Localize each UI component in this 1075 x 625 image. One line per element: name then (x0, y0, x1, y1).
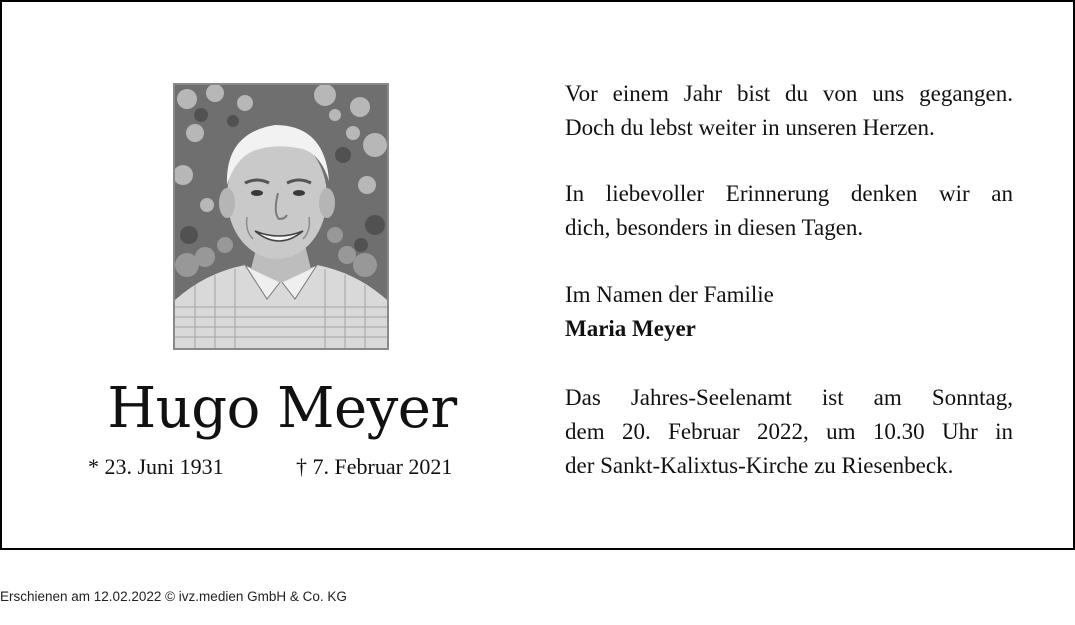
paragraph-2-line-1: In liebevoller Erinnerung denken wir an (565, 181, 1013, 206)
death-date: † 7. Februar 2021 (296, 454, 453, 479)
family-signature (565, 278, 1013, 346)
service-line-3: der Sankt-Kalixtus-Kirche zu Riesenbeck. (565, 453, 954, 478)
memorial-service-info (565, 381, 1013, 483)
service-line-1: Das Jahres-Seelenamt ist am Sonntag, (565, 385, 1013, 410)
deceased-name: Hugo Meyer (107, 376, 457, 441)
family-name: Maria Meyer (565, 316, 696, 341)
portrait-image (175, 85, 387, 348)
family-intro: Im Namen der Familie (565, 282, 774, 307)
birth-date: * 23. Juni 1931 (88, 454, 224, 479)
memorial-paragraph-1 (565, 77, 1013, 145)
portrait-photo (173, 83, 389, 350)
paragraph-2-line-2: dich, besonders in diesen Tagen. (565, 215, 864, 240)
paragraph-1-line-2: Doch du lebst weiter in unseren Herzen. (565, 115, 935, 140)
publication-note: Erschienen am 12.02.2022 © ivz.medien GmbH & Co. KG (0, 589, 347, 604)
memorial-paragraph-2 (565, 177, 1013, 245)
service-line-2: dem 20. Februar 2022, um 10.30 Uhr in (565, 419, 1013, 444)
paragraph-1-line-1: Vor einem Jahr bist du von uns gegangen. (565, 81, 1013, 106)
